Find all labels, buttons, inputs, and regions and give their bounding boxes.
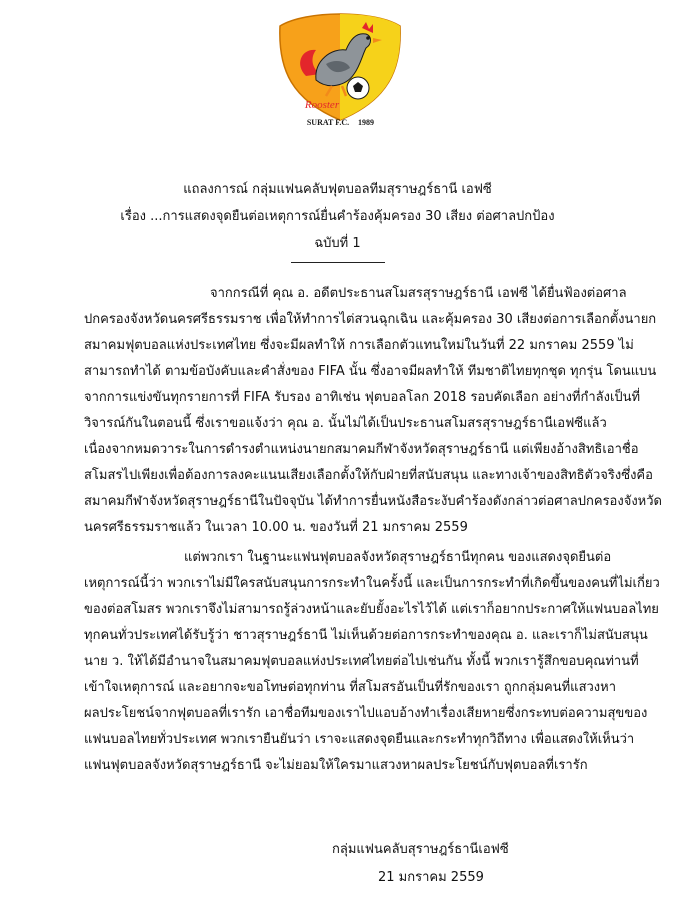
paragraph-line: ของต่อสโมสร พวกเราจึงไม่สามารถรู้ล่วงหน้าและยับยั้งอะไรไว้ได้ แต่เราก็อยากประกาศให้แฟนบอลไทย [84,602,659,617]
paragraph-line: แฟนบอลไทยทั่วประเทศ พวกเรายืนยันว่า เราจะแสดงจุดยืนและกระทำทุกวิถีทาง เพื่อแสดงให้เห็นว่า [84,732,635,747]
logo-year-text: 1989 [358,118,374,127]
paragraph-line: วิจารณ์กันในตอนนี้ ซึ่งเราขอแจ้งว่า คุณ อ. นั้นไม่ได้เป็นประธานสโมสรสุราษฎร์ธานีเอฟซีแล้ว [84,416,607,431]
paragraph-line: ทุกคนทั่วประเทศได้รับรู้ว่า ชาวสุราษฎร์ธานี ไม่เห็นด้วยต่อการกระทำของคุณ อ. และเราก็ไม่สนับสนุน [84,628,648,643]
paragraph-line: ปกครองจังหวัดนครศรีธรรมราช เพื่อให้ทำการไต่สวนฉุกเฉิน และคุ้มครอง 30 เสียงต่อการเลือกตั้งนายก [84,312,657,327]
logo-club-text: SURAT F.C. [306,118,350,127]
paragraph-line: จากกรณีที่ คุณ อ. อดีตประธานสโมสรสุราษฎร์ธานี เอฟซี ได้ยื่นฟ้องต่อศาล [210,286,627,301]
paragraph-line: นาย ว. ให้ได้มีอำนาจในสมาคมฟุตบอลแห่งประเทศไทยต่อไปเช่นกัน ทั้งนี้ พวกเรารู้สึกขอบคุณท่านที่ [84,654,639,669]
paragraph-line: นครศรีธรรมราชแล้ว ในเวลา 10.00 น. ของวันที่ 21 มกราคม 2559 [84,520,468,535]
paragraph-line: สมาคมฟุตบอลแห่งประเทศไทย ซึ่งจะมีผลทำให้ การเลือกตัวแทนใหม่ในวันที่ 22 มกราคม 2559 ไม่ [84,338,634,353]
logo-rooster-text: Rooster [304,99,340,111]
document-title: แถลงการณ์ กลุ่มแฟนคลับฟุตบอลทีมสุราษฎร์ธานี เอฟซี [183,182,492,197]
paragraph-line: เข้าใจเหตุการณ์ และอยากจะขอโทษต่อทุกท่าน ที่สโมสรอันเป็นที่รักของเรา ถูกกลุ่มคนที่แสวงหา [84,680,617,695]
club-logo [276,4,404,136]
document-subject: เรื่อง ...การแสดงจุดยืนต่อเหตุการณ์ยื่นคำร้องคุ้มครอง 30 เสียง ต่อศาลปกป้อง [120,209,555,224]
signature-date: 21 มกราคม 2559 [378,870,484,885]
paragraph-line: แต่พวกเรา ในฐานะแฟนฟุตบอลจังหวัดสุราษฎร์ธานีทุกคน ของแสดงจุดยืนต่อ [184,550,612,565]
paragraph-line: เนื่องจากหมดวาระในการดำรงตำแหน่งนายกสมาคมกีฬาจังหวัดสุราษฎร์ธานี แต่เพียงอ้างสิทธิเอาชื่อ [84,442,639,457]
rooster-eye [366,36,370,40]
paragraph-line: สามารถทำได้ ตามข้อบังคับและคำสั่งของ FIFA นั้น ซึ่งอาจมีผลทำให้ ทีมชาติไทยทุกชุด ทุกรุ่น โดนแบน [84,364,657,379]
header-underline [291,262,385,263]
paragraph-line: สโมสรไปเพียงเพื่อต้องการลงคะแนนเสียงเลือกตั้งให้กับฝ่ายที่สนับสนุน และทางเจ้าของสิทธิตัวจริงซึ่งคือ [84,468,653,483]
issue-number: ฉบับที่ 1 [314,236,361,251]
paragraph-line: แฟนฟุตบอลจังหวัดสุราษฎร์ธานี จะไม่ยอมให้ใครมาแสวงหาผลประโยชน์กับฟุตบอลที่เรารัก [84,758,588,773]
paragraph-line: เหตุการณ์นี้ว่า พวกเราไม่มีใครสนับสนุนการกระทำในครั้งนี้ และเป็นการกระทำที่เกิดขึ้นของคนที่ไม่เกี่ยว [84,576,660,591]
paragraph-line: จากการแข่งขันทุกรายการที่ FIFA รับรอง อาทิเช่น ฟุตบอลโลก 2018 รอบคัดเลือก อย่างที่กำลังเป็นที่ [84,390,641,405]
signature-group: กลุ่มแฟนคลับสุราษฎร์ธานีเอฟซี [332,842,509,857]
paragraph-line: สมาคมกีฬาจังหวัดสุราษฎร์ธานีในปัจจุบัน ได้ทำการยื่นหนังสือระงับคำร้องดังกล่าวต่อศาลปกครองจังหวัด [84,494,662,509]
paragraph-line: ผลประโยชน์จากฟุตบอลที่เรารัก เอาชื่อทีมของเราไปแอบอ้างทำเรื่องเสียหายซึ่งกระทบต่อความสุขของ [84,706,648,721]
